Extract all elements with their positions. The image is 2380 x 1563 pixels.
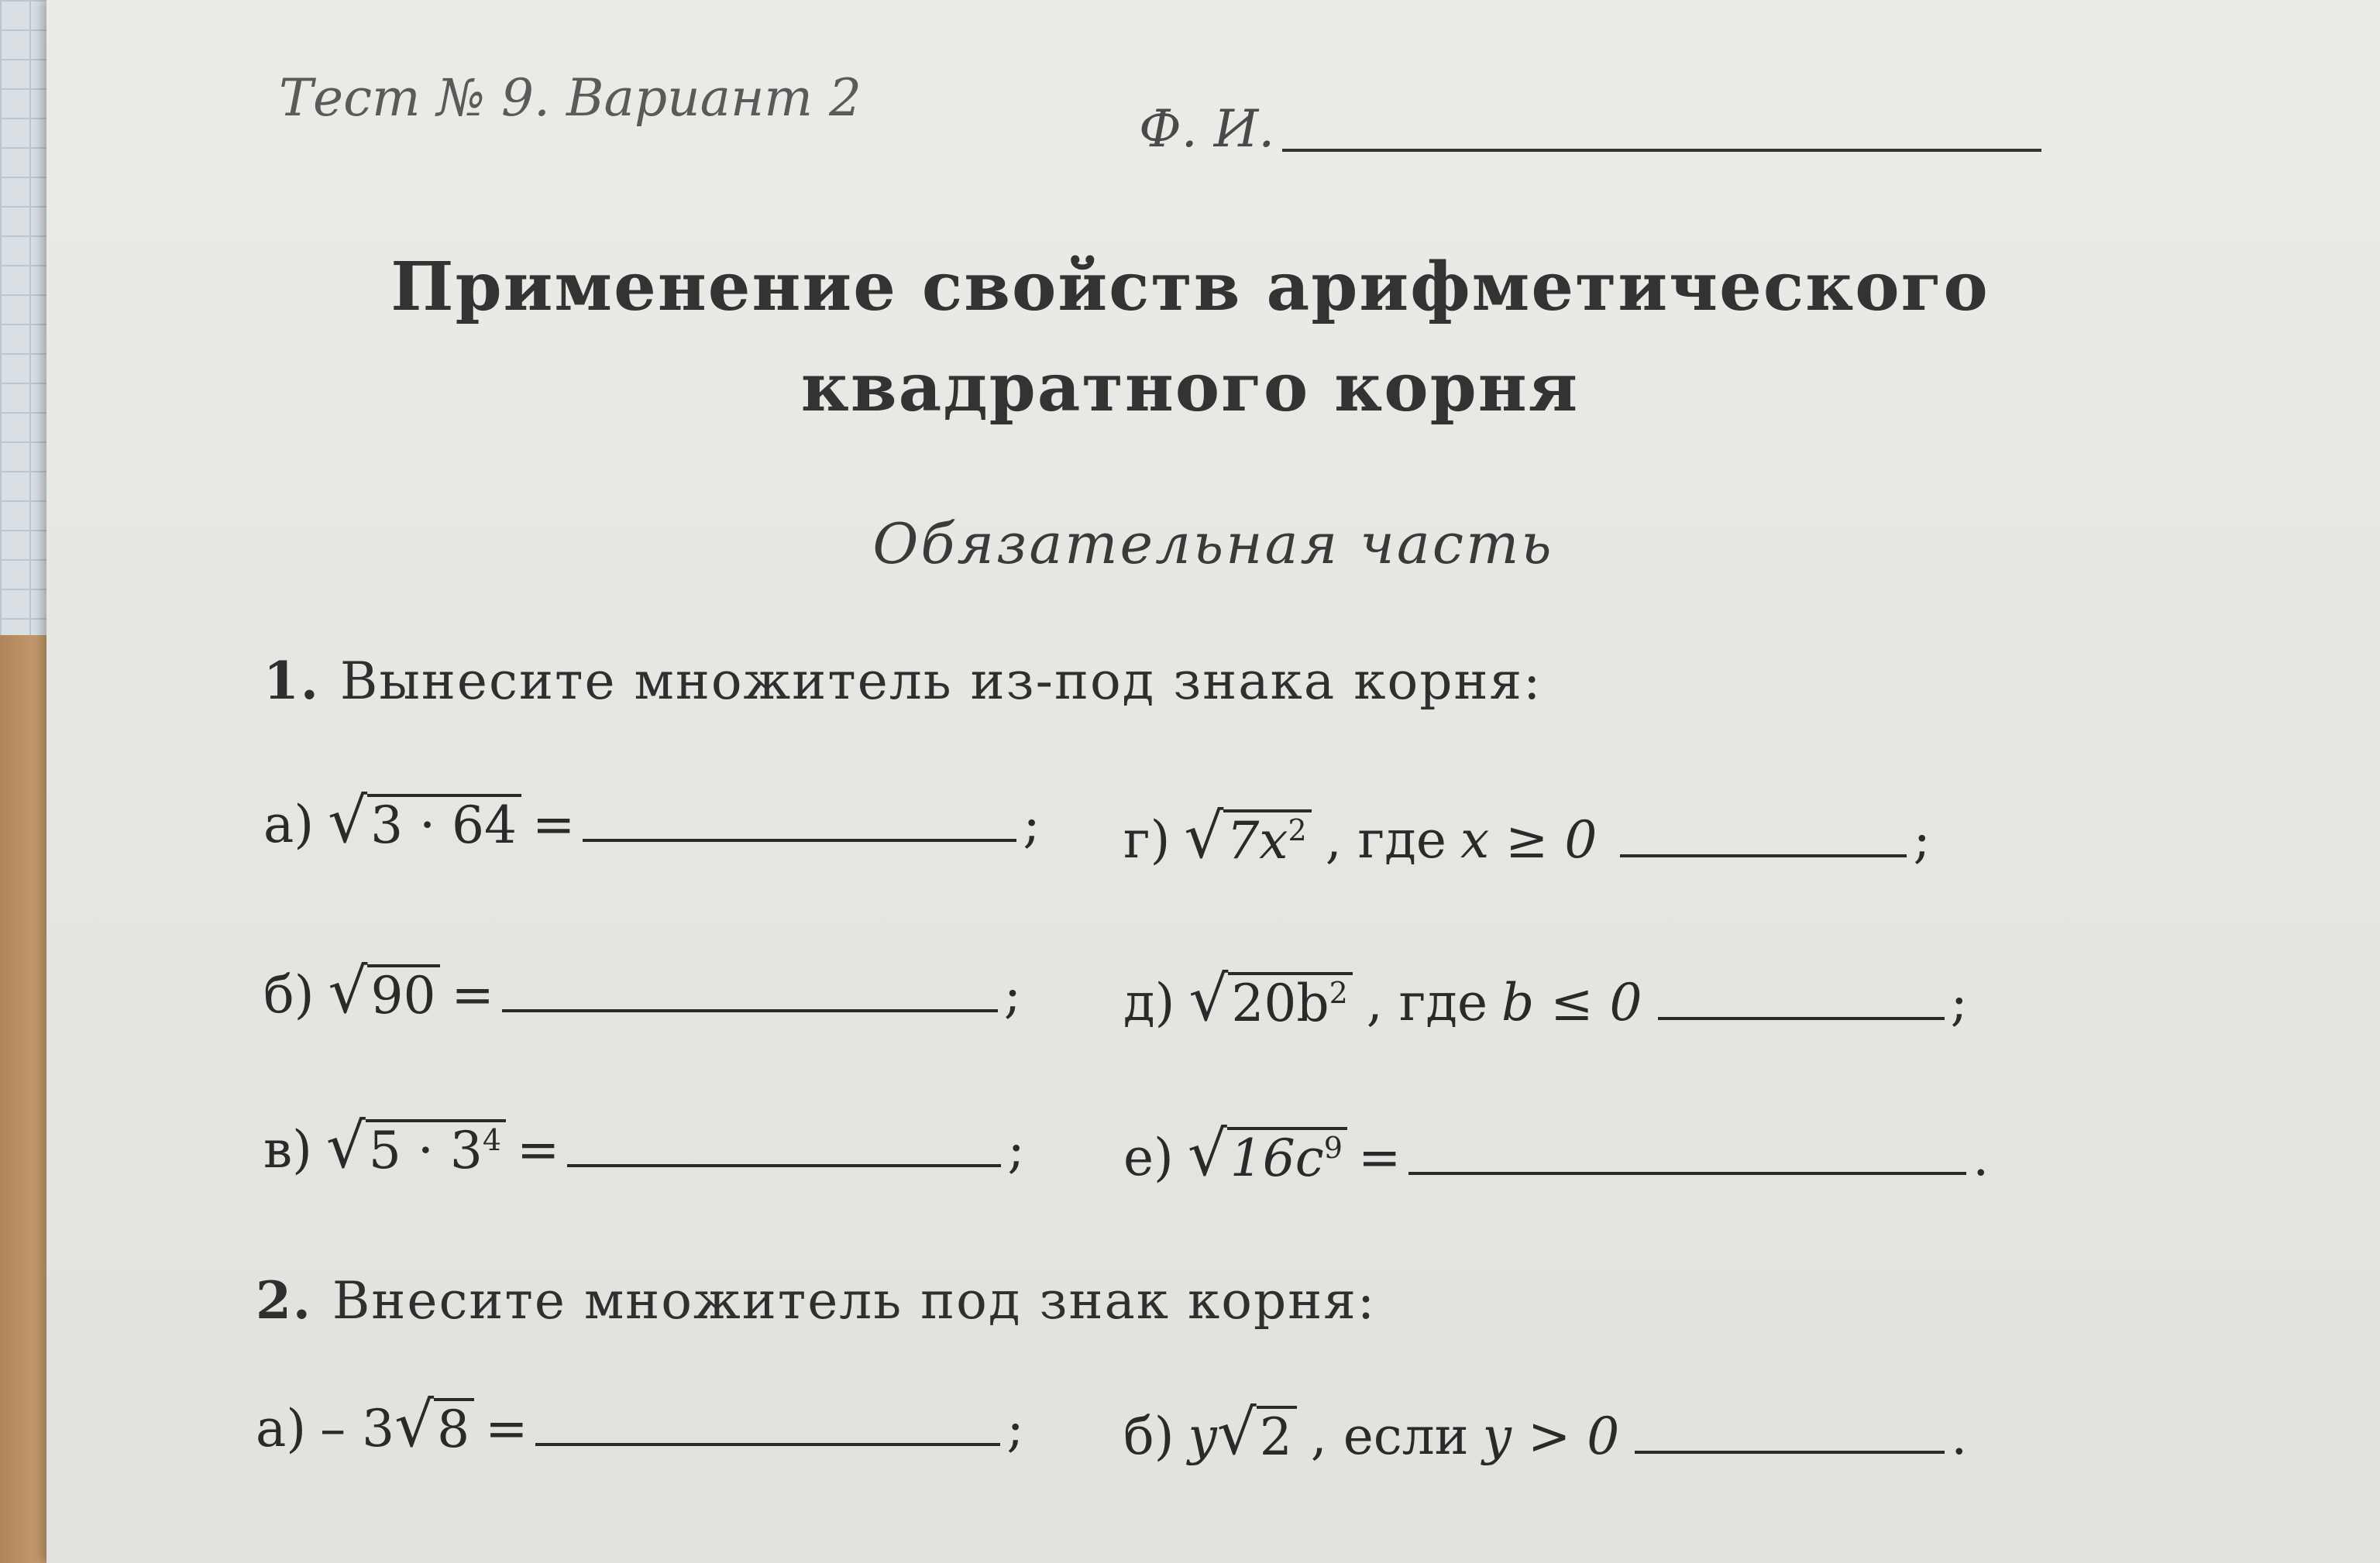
item-label: б)	[263, 965, 315, 1025]
page-title-line1: Применение свойств арифметического	[390, 248, 1990, 326]
task2-item-a	[256, 1389, 1024, 1461]
condition-word: , где	[1366, 973, 1488, 1032]
task2-item-b	[1123, 1396, 1968, 1469]
answer-blank-1d[interactable]	[1658, 1017, 1945, 1020]
equals-sign: =	[485, 1399, 528, 1458]
answer-blank-2b[interactable]	[1635, 1451, 1945, 1454]
sqrt-icon: √	[1187, 1118, 1227, 1190]
radical-expression	[325, 1110, 506, 1182]
radical-expression	[1184, 800, 1311, 872]
radicand: 90	[367, 964, 440, 1022]
item-end: ;	[1950, 973, 1968, 1032]
sqrt-icon: √	[1184, 800, 1224, 872]
answer-blank-1v[interactable]	[567, 1164, 1001, 1167]
item-label: а)	[263, 795, 315, 854]
task1-item-d	[1123, 963, 1968, 1035]
item-label: д)	[1123, 973, 1175, 1032]
section-subtitle: Обязательная часть	[872, 511, 1554, 576]
radical-expression	[1188, 963, 1352, 1035]
radical-expression	[328, 955, 440, 1027]
item-end: ;	[1913, 810, 1931, 870]
item-end: ;	[1006, 1399, 1024, 1458]
condition: b ≤ 0	[1501, 973, 1642, 1032]
answer-blank-1g[interactable]	[1620, 854, 1907, 857]
radicand: 8	[434, 1398, 474, 1456]
equals-sign: =	[1357, 1128, 1402, 1187]
item-label: в)	[263, 1120, 312, 1180]
radical-expression	[328, 785, 521, 857]
item-label: г)	[1123, 810, 1171, 870]
task1-item-g	[1123, 800, 1931, 872]
coefficient: y	[1188, 1407, 1217, 1466]
condition-word: , где	[1325, 810, 1446, 870]
task1-item-b	[263, 955, 1022, 1027]
coefficient: – 3	[320, 1399, 395, 1458]
task1-heading	[263, 651, 1542, 711]
equals-sign: =	[517, 1120, 560, 1180]
answer-blank-2a[interactable]	[535, 1443, 1000, 1446]
task1-item-e	[1123, 1118, 1990, 1190]
task1-item-v	[263, 1110, 1025, 1182]
name-field-label: Ф. И.	[1139, 99, 1275, 159]
radicand: $16c^9$	[1227, 1127, 1347, 1185]
sqrt-icon: √	[328, 785, 368, 857]
condition: y > 0	[1482, 1407, 1620, 1466]
item-end: .	[1972, 1128, 1990, 1187]
task1-number: 1.	[263, 651, 320, 711]
item-end: ;	[1023, 795, 1040, 854]
sqrt-icon: √	[1216, 1396, 1257, 1469]
radicand: $5 \cdot 3^4$	[366, 1119, 506, 1177]
sqrt-icon: √	[328, 955, 368, 1027]
radical-expression	[1216, 1396, 1297, 1469]
item-label: б)	[1123, 1407, 1175, 1466]
radical-expression	[1187, 1118, 1347, 1190]
radical-expression	[394, 1389, 474, 1461]
radicand: 2	[1257, 1406, 1297, 1464]
condition: x ≥ 0	[1460, 810, 1598, 870]
condition-word: , если	[1310, 1407, 1469, 1466]
item-end: ;	[1003, 965, 1022, 1025]
task2-heading	[256, 1270, 1376, 1331]
radicand: $7x^2$	[1223, 809, 1311, 867]
worksheet-page	[46, 0, 2380, 1563]
answer-blank-1a[interactable]	[583, 839, 1016, 842]
sqrt-icon: √	[325, 1110, 366, 1182]
test-variant-label: Тест № 9. Вариант 2	[279, 68, 862, 128]
item-end: .	[1951, 1407, 1968, 1466]
sqrt-icon: √	[394, 1389, 435, 1461]
item-end: ;	[1007, 1120, 1025, 1180]
answer-blank-1b[interactable]	[502, 1009, 998, 1012]
radicand: 3 · 64	[367, 794, 521, 852]
sqrt-icon: √	[1188, 963, 1229, 1035]
page-title-line2: квадратного корня	[800, 349, 1580, 427]
task2-number: 2.	[256, 1270, 312, 1331]
item-label: е)	[1123, 1128, 1174, 1187]
radicand: $20b^2$	[1228, 972, 1352, 1030]
task1-item-a	[263, 785, 1040, 857]
background-table	[0, 635, 46, 1563]
answer-blank-1e[interactable]	[1408, 1172, 1966, 1175]
name-field-line[interactable]	[1282, 149, 2041, 152]
task1-text: Вынесите множитель из-под знака корня:	[339, 651, 1543, 711]
item-label: а)	[256, 1399, 307, 1458]
equals-sign: =	[532, 795, 576, 854]
task2-text: Внесите множитель под знак корня:	[332, 1271, 1377, 1331]
equals-sign: =	[451, 965, 494, 1025]
